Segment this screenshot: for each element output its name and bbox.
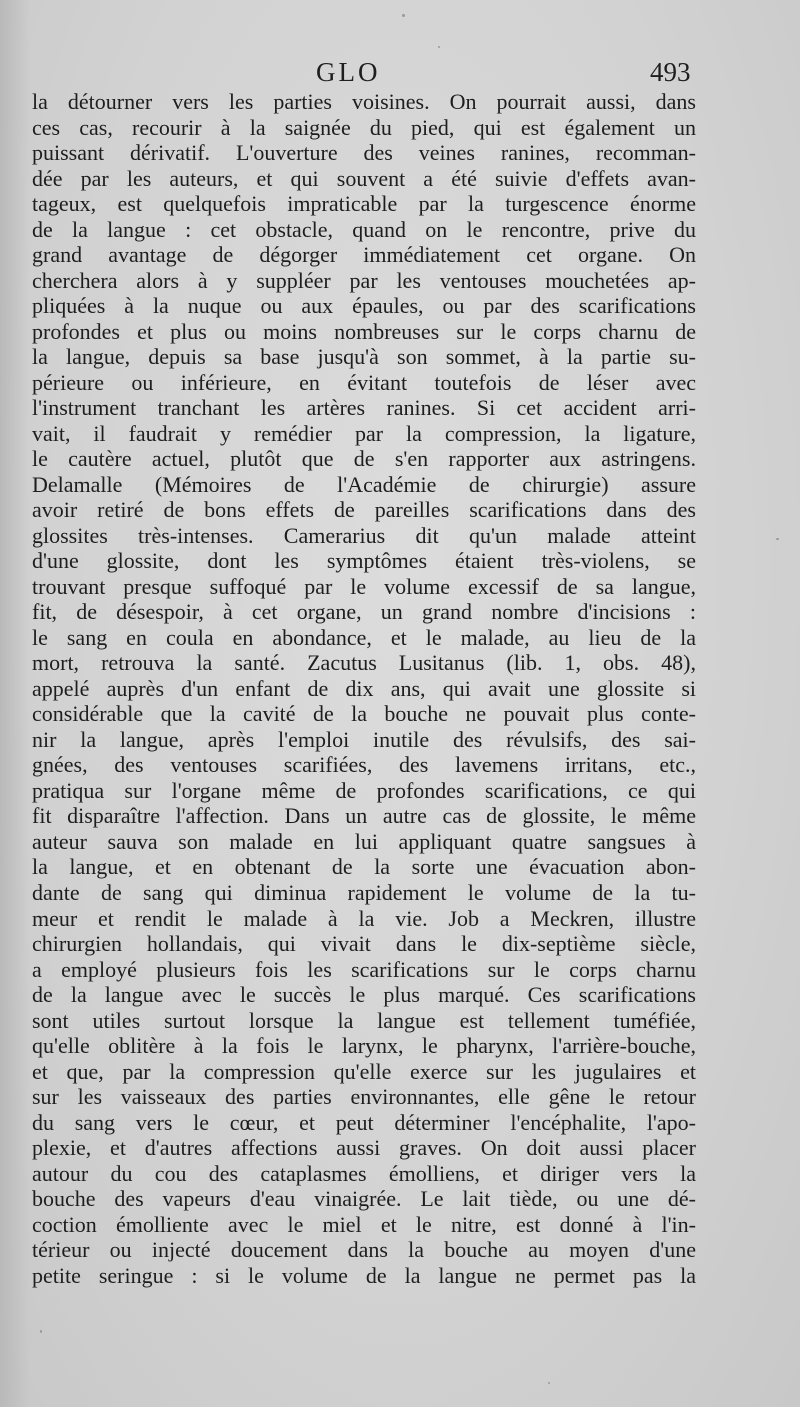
text-line: nir la langue, après l'emploi inutile des révulsifs, des sai- [32,726,696,752]
text-line: de la langue : cet obstacle, quand on le rencontre, prive du [32,216,696,242]
text-line: petite seringue : si le volume de la langue ne permet pas la [32,1262,696,1288]
text-line: le cautère actuel, plutôt que de s'en rapporter aux astringens. [32,446,696,472]
text-line: sont utiles surtout lorsque la langue est tellement tuméfiée, [32,1007,696,1033]
text-line: coction émolliente avec le miel et le nitre, est donné à l'in- [32,1211,696,1237]
text-line: trouvant presque suffoqué par le volume excessif de sa langue, [32,573,696,599]
text-line: chirurgien hollandais, qui vivait dans le dix-septième siècle, [32,931,696,957]
text-line: tageux, est quelquefois impraticable par la turgescence énorme [32,191,696,217]
text-line: mort, retrouva la santé. Zacutus Lusitanus (lib. 1, obs. 48), [32,650,696,676]
text-line: pratiqua sur l'organe même de profondes scarifications, ce qui [32,777,696,803]
text-line: dante de sang qui diminua rapidement le volume de la tu- [32,879,696,905]
text-line: considérable que la cavité de la bouche ne pouvait plus conte- [32,701,696,727]
page-gutter-shadow [0,0,30,1407]
text-line: auteur sauva son malade en lui appliquant quatre sangsues à [32,828,696,854]
text-line: sur les vaisseaux des parties environnantes, elle gêne le retour [32,1084,696,1110]
text-line: puissant dérivatif. L'ouverture des veines ranines, recomman- [32,140,696,166]
text-line: le sang en coula en abondance, et le malade, au lieu de la [32,624,696,650]
paper-speck [40,1330,42,1333]
text-line: la langue, et en obtenant de la sorte une évacuation abon- [32,854,696,880]
text-line: Delamalle (Mémoires de l'Académie de chirurgie) assure [32,471,696,497]
text-line: l'instrument tranchant les artères ranines. Si cet accident arri- [32,395,696,421]
body-text [32,89,696,1288]
text-line: avoir retiré de bons effets de pareilles scarifications dans des [32,497,696,523]
text-line: gnées, des ventouses scarifiées, des lavemens irritans, etc., [32,752,696,778]
text-line: grand avantage de dégorger immédiatement cet organe. On [32,242,696,268]
text-line: périeure ou inférieure, en évitant toutefois de léser avec [32,369,696,395]
running-title: GLO [316,57,381,87]
text-line: fit, de désespoir, à cet organe, un grand nombre d'incisions : [32,599,696,625]
text-line: la langue, depuis sa base jusqu'à son sommet, à la partie su- [32,344,696,370]
text-line: glossites très-intenses. Camerarius dit qu'un malade atteint [32,522,696,548]
paper-speck [438,46,440,48]
paper-speck [548,1382,550,1384]
text-line: meur et rendit le malade à la vie. Job a Meckren, illustre [32,905,696,931]
text-line: vait, il faudrait y remédier par la compression, la ligature, [32,420,696,446]
text-line: fit disparaître l'affection. Dans un autre cas de glossite, le même [32,803,696,829]
text-line: dée par les auteurs, et qui souvent a été suivie d'effets avan- [32,165,696,191]
text-line: autour du cou des cataplasmes émolliens, et diriger vers la [32,1160,696,1186]
text-line: du sang vers le cœur, et peut déterminer l'encéphalite, l'apo- [32,1109,696,1135]
text-line: a employé plusieurs fois les scarifications sur le corps charnu [32,956,696,982]
text-line: de la langue avec le succès le plus marqué. Ces scarifications [32,982,696,1008]
text-line: pliquées à la nuque ou aux épaules, ou par des scarifications [32,293,696,319]
paper-speck [402,14,405,17]
page-number: 493 [650,57,691,87]
text-line: la détourner vers les parties voisines. On pourrait aussi, dans [32,89,696,114]
text-line: et que, par la compression qu'elle exerce sur les jugulaires et [32,1058,696,1084]
paper-speck [776,538,779,540]
text-line: d'une glossite, dont les symptômes étaient très-violens, se [32,548,696,574]
text-line: térieur ou injecté doucement dans la bouche au moyen d'une [32,1237,696,1263]
text-line: plexie, et d'autres affections aussi graves. On doit aussi placer [32,1135,696,1161]
text-line: ces cas, recourir à la saignée du pied, qui est également un [32,114,696,140]
text-line: bouche des vapeurs d'eau vinaigrée. Le lait tiède, ou une dé- [32,1186,696,1212]
text-line: appelé auprès d'un enfant de dix ans, qui avait une glossite si [32,675,696,701]
text-line: cherchera alors à y suppléer par les ventouses mouchetées ap- [32,267,696,293]
text-line: profondes et plus ou moins nombreuses sur le corps charnu de [32,318,696,344]
text-line: qu'elle oblitère à la fois le larynx, le pharynx, l'arrière-bouche, [32,1033,696,1059]
